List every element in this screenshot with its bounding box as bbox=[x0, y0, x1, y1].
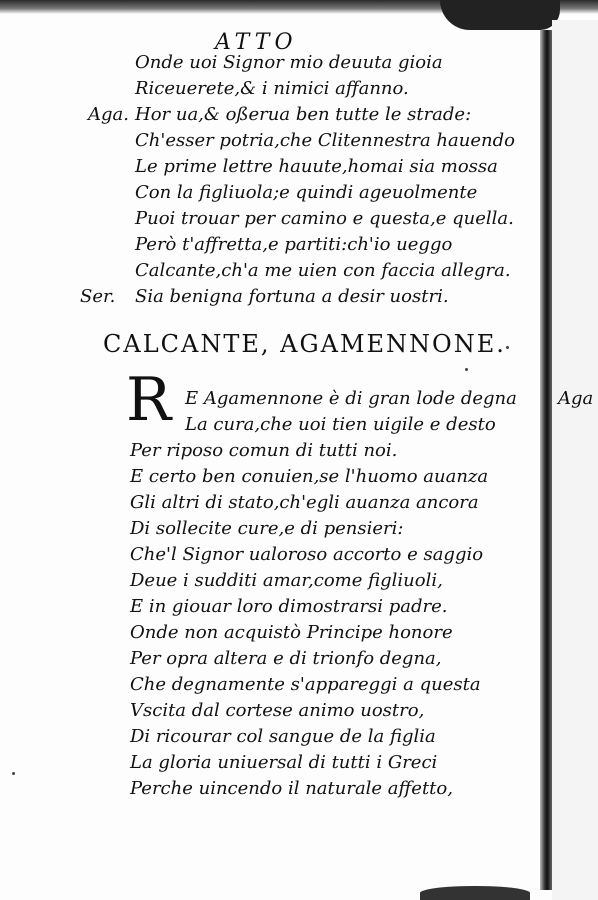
verse-line: E Agamennone è di gran lode degna bbox=[185, 388, 517, 409]
verse-line: Perche uincendo il naturale affetto, bbox=[130, 778, 453, 799]
verse-line: Ch'esser potria,che Clitennestra hauendo bbox=[135, 130, 515, 151]
page-bottom-edge bbox=[420, 886, 530, 900]
verse-line: La gloria uniuersal di tutti i Greci bbox=[130, 752, 438, 773]
verse-line: Riceuerete,& i nimici affanno. bbox=[135, 78, 409, 99]
verse-line: Che degnamente s'appareggi a questa bbox=[130, 674, 481, 695]
verse-line: E certo ben conuien,se l'huomo auanza bbox=[130, 466, 489, 487]
verse-line: Per riposo comun di tutti noi. bbox=[130, 440, 398, 461]
scan-speck bbox=[465, 368, 468, 371]
verse-line: Onde non acquistò Principe honore bbox=[130, 622, 453, 643]
scan-speck bbox=[506, 346, 509, 349]
verse-line: Che'l Signor ualoroso accorto e saggio bbox=[130, 544, 484, 565]
speaker-label: Ser. bbox=[80, 286, 116, 307]
verse-line: Puoi trouar per camino e questa,e quella. bbox=[135, 208, 514, 229]
verse-line: Di ricourar col sangue de la figlia bbox=[130, 726, 436, 747]
book-gutter bbox=[540, 30, 552, 890]
verse-line: La cura,che uoi tien uigile e desto bbox=[185, 414, 496, 435]
verse-line: Onde uoi Signor mio deuuta gioia bbox=[135, 52, 443, 73]
speaker-label: Aga. bbox=[88, 104, 129, 125]
facing-page-strip bbox=[552, 20, 598, 900]
verse-line: Deue i sudditi amar,come figliuoli, bbox=[130, 570, 443, 591]
verse-line: Per opra altera e di trionfo degna, bbox=[130, 648, 442, 669]
verse-line: Le prime lettre hauute,homai sia mossa bbox=[135, 156, 498, 177]
verse-line: Sia benigna fortuna a desir uostri. bbox=[135, 286, 449, 307]
scene-title: CALCANTE, AGAMENNONE. bbox=[103, 330, 506, 358]
scan-speck bbox=[12, 772, 15, 775]
page-top-shadow bbox=[440, 0, 560, 30]
verse-line: Però t'affretta,e partiti:ch'io ueggo bbox=[135, 234, 453, 255]
drop-cap: R bbox=[126, 365, 172, 435]
verse-line: Con la figliuola;e quindi ageuolmente bbox=[135, 182, 478, 203]
verse-line: Di sollecite cure,e di pensieri: bbox=[130, 518, 404, 539]
running-head: ATTO bbox=[215, 30, 298, 55]
verse-line: E in giouar loro dimostrarsi padre. bbox=[130, 596, 448, 617]
verse-line: Hor ua,& oßerua ben tutte le strade: bbox=[135, 104, 472, 125]
verse-line: Gli altri di stato,ch'egli auanza ancora bbox=[130, 492, 479, 513]
verse-line: Calcante,ch'a me uien con faccia allegra. bbox=[135, 260, 511, 281]
verse-line: Vscita dal cortese animo uostro, bbox=[130, 700, 425, 721]
facing-page-speaker: Aga bbox=[558, 388, 594, 409]
